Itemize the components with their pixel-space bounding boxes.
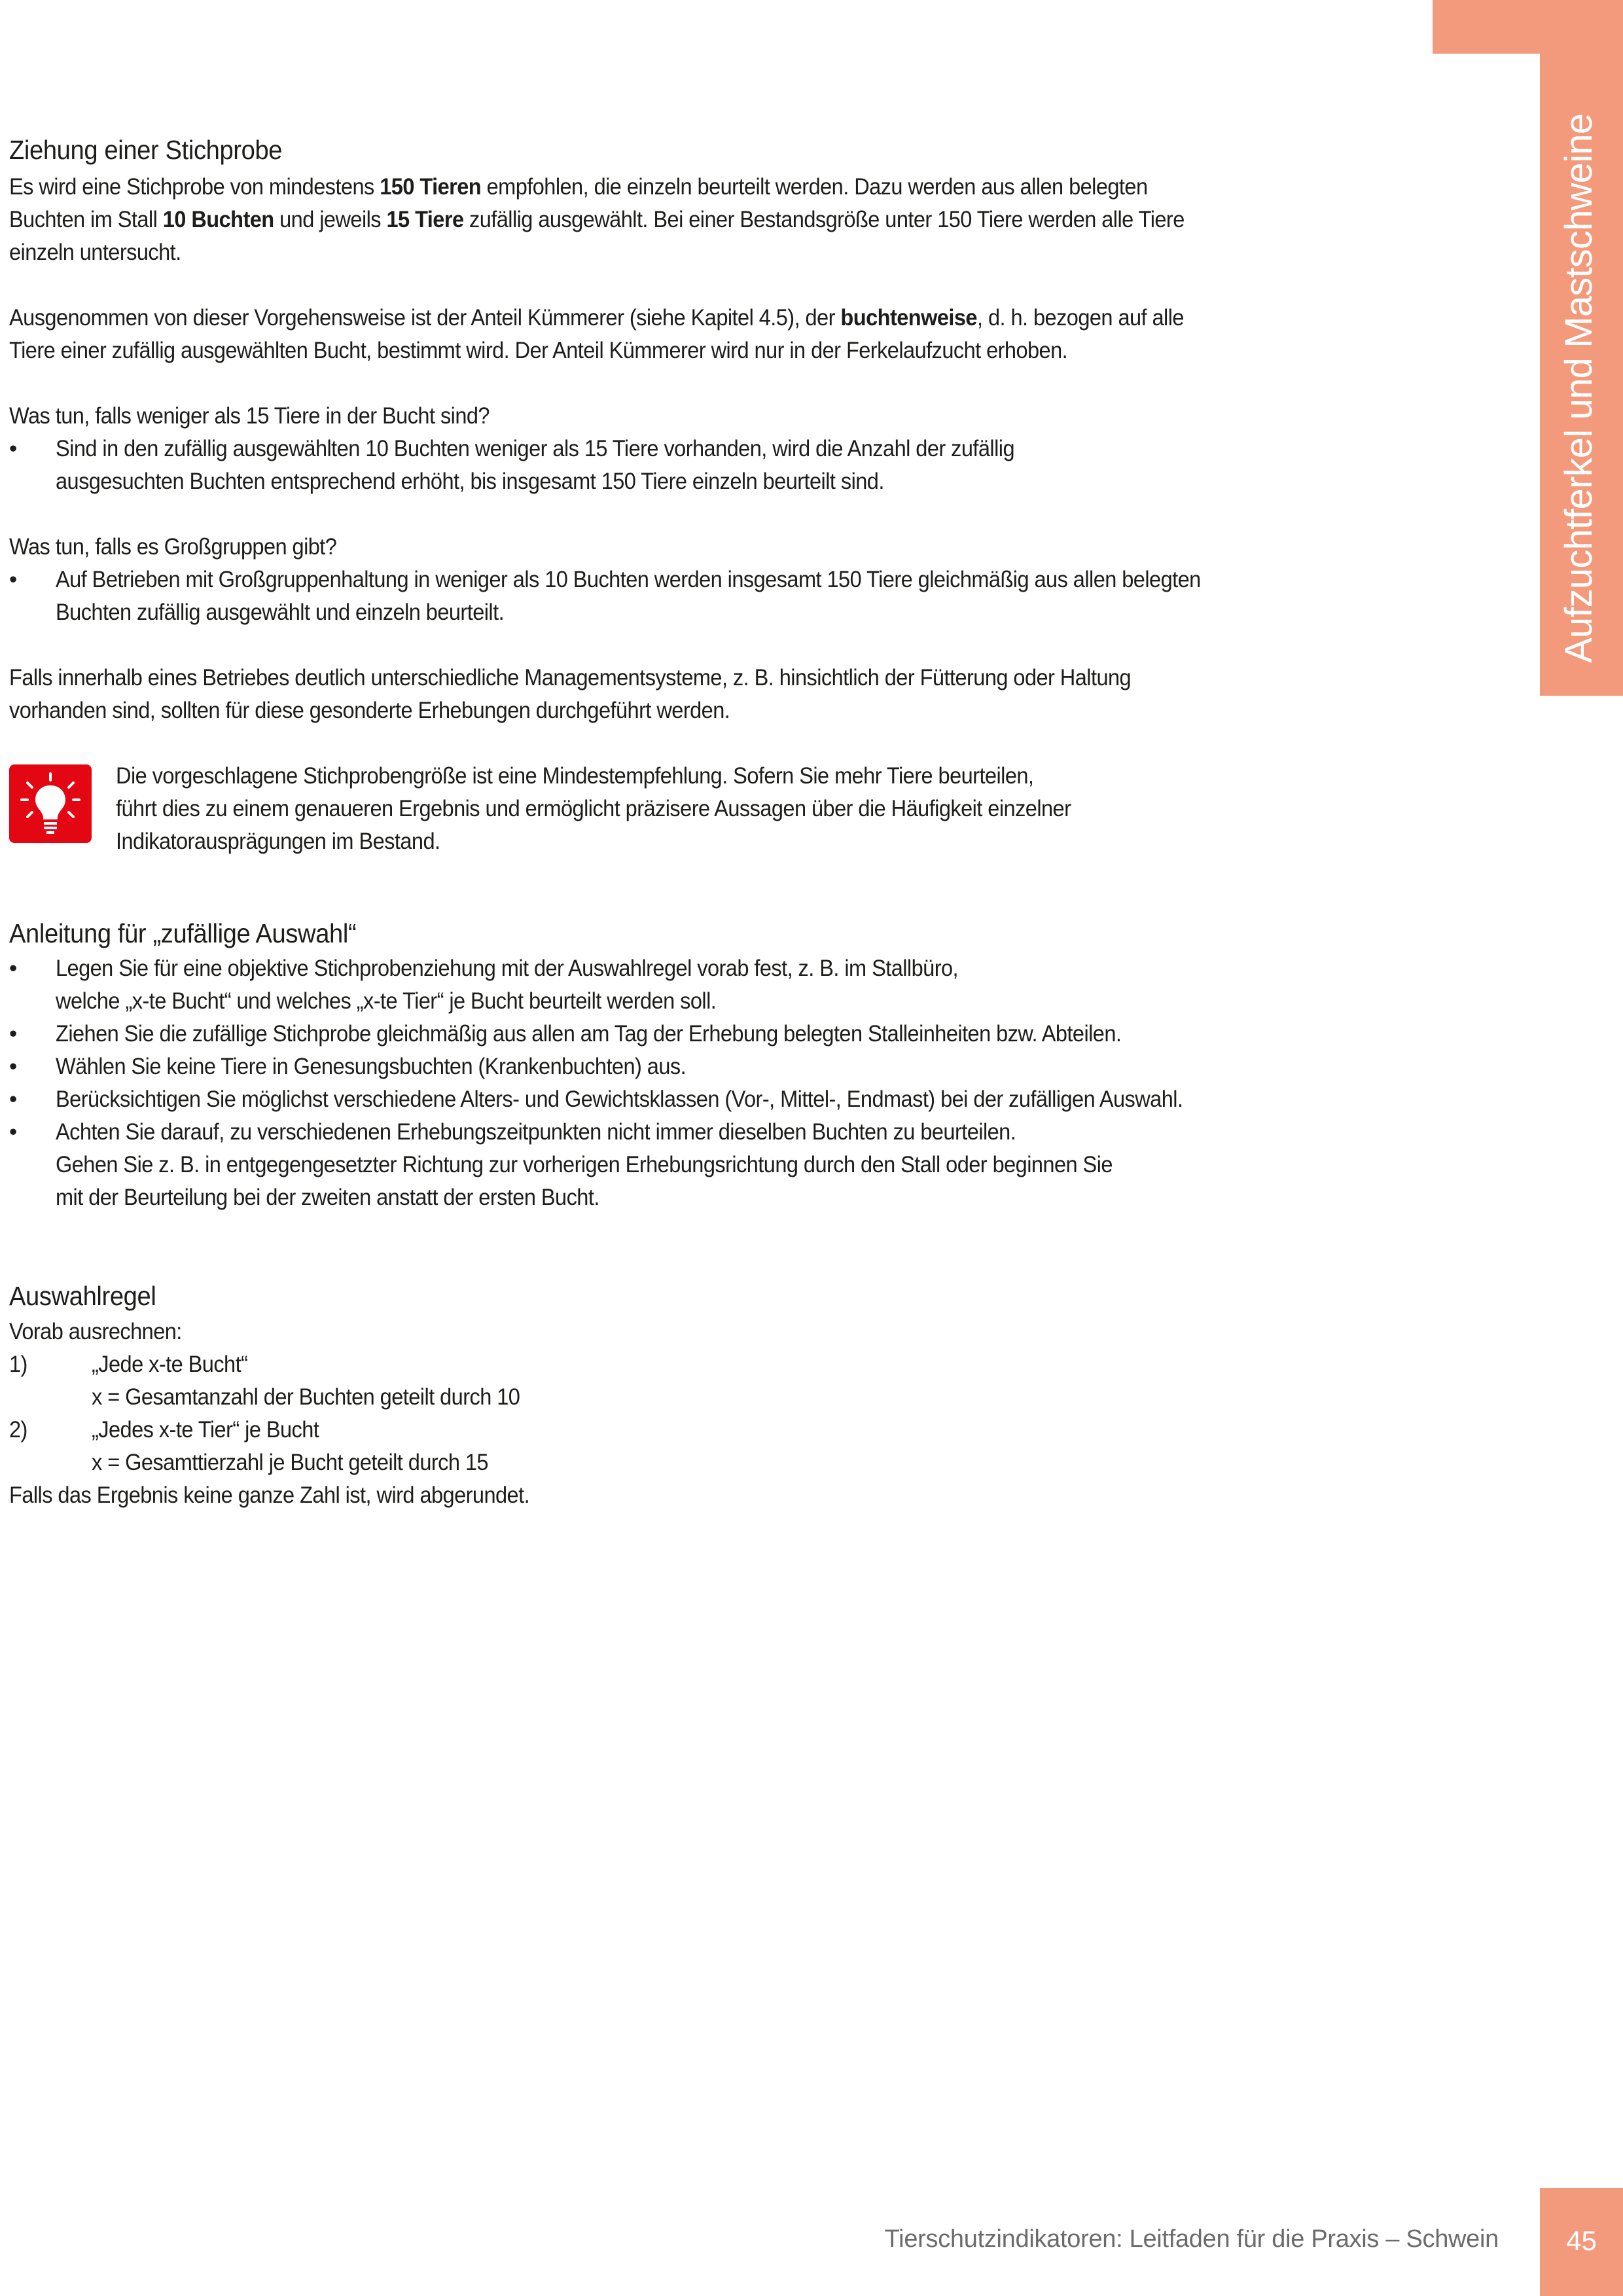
bullet-line: welche „x-te Bucht“ und welches „x-te Tier“ je Bucht beurteilt werden soll. <box>56 988 717 1014</box>
bullet-line: Wählen Sie keine Tiere in Genesungsbuchten (Krankenbuchten) aus. <box>56 1054 687 1079</box>
footer-document-title: Tierschutzindikatoren: Leitfaden für die Praxis – Schwein <box>884 2225 1499 2253</box>
bullet-line: ausgesuchten Buchten entsprechend erhöht, bis insgesamt 150 Tiere einzeln beurteilt sind. <box>56 469 884 494</box>
bullet-line: Auf Betrieben mit Großgruppenhaltung in weniger als 10 Buchten werden insgesamt 150 Tiere gleichmäßig aus allen belegten <box>56 567 1201 592</box>
text: zufällig ausgewählt. Bei einer Bestandsgröße unter 150 Tiere werden alle Tiere <box>463 207 1185 232</box>
text: Ausgenommen von dieser Vorgehensweise ist der Anteil Kümmerer (siehe Kapitel 4.5), der <box>9 305 841 331</box>
bullet-icon: • <box>9 436 18 461</box>
rounding-note: Falls das Ergebnis keine ganze Zahl ist, wird abgerundet. <box>9 1482 530 1508</box>
paragraph-line <box>9 171 1148 204</box>
bullet-line: Gehen Sie z. B. in entgegengesetzter Richtung zur vorherigen Erhebungsrichtung durch den Stall oder beginnen Sie <box>56 1152 1113 1177</box>
bullet-icon: • <box>9 1119 18 1145</box>
bold-text: 150 Tieren <box>380 174 482 200</box>
bullet-icon: • <box>9 1054 18 1079</box>
list-number: 1) <box>9 1352 27 1377</box>
section-heading-auswahlregel: Auswahlregel <box>9 1281 156 1311</box>
section-heading-stichprobe: Ziehung einer Stichprobe <box>9 135 283 165</box>
paragraph-line: vorhanden sind, sollten für diese gesonderte Erhebungen durchgeführt werden. <box>9 698 730 723</box>
tip-line: Indikatorausprägungen im Bestand. <box>116 829 440 854</box>
paragraph-line: Falls innerhalb eines Betriebes deutlich unterschiedliche Managementsysteme, z. B. hinsichtlich der Fütterung oder Haltung <box>9 665 1132 691</box>
rule-title: „Jede x-te Bucht“ <box>92 1352 248 1377</box>
bullet-line: Legen Sie für eine objektive Stichprobenziehung mit der Auswahlregel vorab fest, z. B. im Stallbüro, <box>56 956 959 981</box>
text: Buchten im Stall <box>9 207 163 232</box>
text: empfohlen, die einzeln beurteilt werden. Dazu werden aus allen belegten <box>481 174 1148 200</box>
chapter-side-tab-label-container <box>1540 54 1623 663</box>
bullet-line: Buchten zufällig ausgewählt und einzeln beurteilt. <box>56 600 505 625</box>
question-heading: Was tun, falls weniger als 15 Tiere in der Bucht sind? <box>9 403 490 429</box>
text: , d. h. bezogen auf alle <box>976 305 1184 331</box>
page-number: 45 <box>1566 2225 1597 2256</box>
bold-text: 10 Buchten <box>162 207 274 232</box>
bold-text: buchtenweise <box>840 305 977 331</box>
bullet-icon: • <box>9 956 18 981</box>
lightbulb-icon <box>9 764 92 843</box>
intro-text: Vorab ausrechnen: <box>9 1319 182 1344</box>
paragraph-line <box>9 204 1185 236</box>
lightbulb-icon-graphic <box>9 764 92 843</box>
tip-line: führt dies zu einem genaueren Ergebnis und ermöglicht präzisere Aussagen über die Häufigkeit einzelner <box>116 796 1071 821</box>
paragraph-line: Tiere einer zufällig ausgewählten Bucht, bestimmt wird. Der Anteil Kümmerer wird nur in der Ferkelaufzucht erhoben. <box>9 338 1068 363</box>
bullet-line: Ziehen Sie die zufällige Stichprobe gleichmäßig aus allen am Tag der Erhebung belegten Stalleinheiten bzw. Abteilen. <box>56 1021 1122 1047</box>
paragraph-line: einzeln untersucht. <box>9 240 181 265</box>
rule-formula: x = Gesamttierzahl je Bucht geteilt durch 15 <box>92 1450 488 1475</box>
bullet-line: Achten Sie darauf, zu verschiedenen Erhebungszeitpunkten nicht immer dieselben Buchten zu beurteilen. <box>56 1119 1016 1145</box>
bullet-line: Sind in den zufällig ausgewählten 10 Buchten weniger als 15 Tiere vorhanden, wird die Anzahl der zufällig <box>56 436 1015 461</box>
tip-line: Die vorgeschlagene Stichprobengröße ist eine Mindestempfehlung. Sofern Sie mehr Tiere beurteilen, <box>116 763 1034 789</box>
bullet-line: Berücksichtigen Sie möglichst verschiedene Alters- und Gewichtsklassen (Vor-, Mittel-, Endmast) bei der zufälligen Auswahl. <box>56 1086 1183 1112</box>
bullet-icon: • <box>9 567 18 592</box>
section-heading-anleitung: Anleitung für „zufällige Auswahl“ <box>9 918 357 948</box>
bullet-icon: • <box>9 1086 18 1112</box>
header-accent-bar <box>1433 0 1623 54</box>
bullet-line: mit der Beurteilung bei der zweiten anstatt der ersten Bucht. <box>56 1185 599 1210</box>
text: Es wird eine Stichprobe von mindestens <box>9 174 380 200</box>
list-number: 2) <box>9 1417 27 1443</box>
rule-title: „Jedes x-te Tier“ je Bucht <box>92 1417 319 1443</box>
paragraph-line <box>9 302 1184 334</box>
bold-text: 15 Tiere <box>386 207 464 232</box>
rule-formula: x = Gesamtanzahl der Buchten geteilt durch 10 <box>92 1384 520 1410</box>
text: und jeweils <box>274 207 387 232</box>
page-number-box <box>1540 2188 1623 2296</box>
question-heading: Was tun, falls es Großgruppen gibt? <box>9 534 337 560</box>
bullet-icon: • <box>9 1021 18 1047</box>
chapter-side-tab-label: Aufzuchtferkel und Mastschweine <box>1557 113 1600 663</box>
